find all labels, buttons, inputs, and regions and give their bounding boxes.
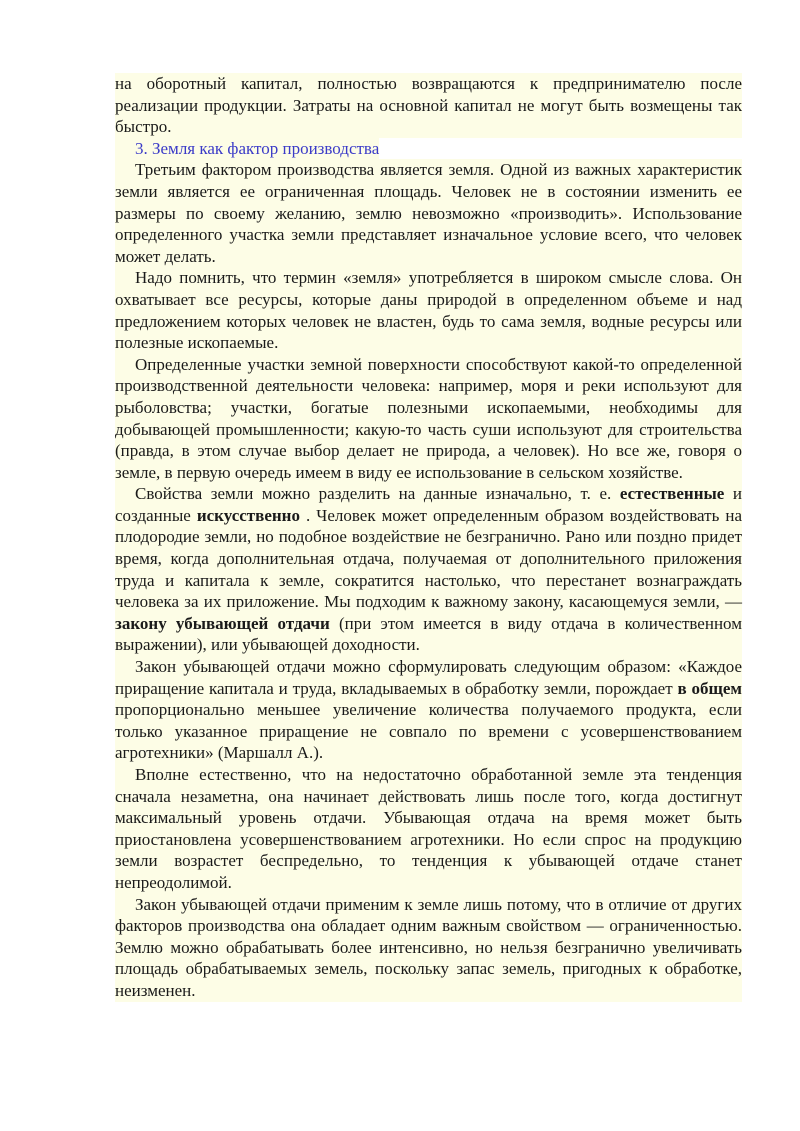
term-natural: естественные (619, 484, 725, 504)
term-in-general: в общем (677, 678, 742, 698)
paragraph-1: Третьим фактором производства является земля. Одной из важных характеристик земли является ее ограниченная площадь. Человек не в состоянии изменить ее размеры по своему желанию, землю невозможно «производить». Использование определенного участка земли представляет изначальное условие всего, что человек может делать. (115, 160, 742, 266)
paragraph-5 (115, 656, 742, 764)
term-diminishing-returns: закону убывающей отдачи (115, 613, 330, 633)
paragraph-5-text-c: пропорционально меньшее увеличение количества получаемого продукта, если только указанное приращение не совпало по времени с усовершенствованием агротехники» (Маршалл А.). (115, 700, 742, 763)
paragraph-3: Определенные участки земной поверхности способствуют какой-то определенной производственной деятельности человека: например, моря и реки используют для рыболовства; участки, богатые полезными ископаемыми, необходимы для добывающей промышленности; какую-то часть суши используют для строительства (правда, в этом случае выбор делает не природа, а человек). Но все же, говоря о земле, в первую очередь имеем в виду ее использование в сельском хозяйстве. (115, 354, 742, 482)
paragraph-7: Закон убывающей отдачи применим к земле лишь потому, что в отличие от других факторов производства она обладает одним важным свойством — ограниченностью. Землю можно обрабатывать более интенсивно, но нельзя безгранично увеличивать площадь обрабатываемых земель, поскольку запас земель, пригодных к обработке, неизменен. (115, 894, 742, 1000)
paragraph-6: Вполне естественно, что на недостаточно обработанной земле эта тенденция сначала незаметна, она начинает действовать лишь после того, когда достигнут максимальный уровень отдачи. Убывающая отдача на время может быть приостановлена усовершенствованием агротехники. Но если спрос на продукцию земли возрастет беспредельно, то тенденция к убывающей отдаче станет непреодолимой. (115, 765, 742, 892)
paragraph-4-text-a: Свойства земли можно разделить на данные изначально, т. е. (135, 484, 620, 504)
paragraph-5-text-a: Закон убывающей отдачи можно сформулировать следующим образом: «Каждое приращение капитала и труда, вкладываемых в обработку земли, порождает (115, 657, 742, 698)
paragraph-4-text-d: . Человек может определенным образом воздействовать на плодородие земли, но подобное воздействие не безгранично. Рано или поздно придет время, когда дополнительная отдача, получаемая от дополнительного приложения труда и капитала к земле, сократится настолько, что перестанет вознаграждать человека за их приложение. Мы подходим к важному закону, касающемуся земли, — (115, 505, 743, 612)
paragraph-continuation: на оборотный капитал, полностью возвращаются к предпринимателю после реализации продукции. Затраты на основной капитал не могут быть возмещены так быстро. (115, 74, 742, 137)
section-heading: 3. Земля как фактор производства (115, 138, 379, 160)
term-artificial: искусственно (196, 505, 300, 525)
section-heading-row (115, 138, 742, 160)
paragraph-4-text-e: (при этом имеется в виду отдача в количественном выражении), или убывающей доходности. (115, 613, 742, 655)
document-page (115, 73, 742, 1002)
paragraph-2: Надо помнить, что термин «земля» употребляется в широком смысле слова. Он охватывает все ресурсы, которые даны природой в определенном объеме и над предложением которых человек не властен, будь то сама земля, водные ресурсы или полезные ископаемые. (115, 268, 742, 353)
paragraph-4-text-c: и созданные (115, 484, 742, 525)
paragraph-4 (115, 483, 742, 656)
